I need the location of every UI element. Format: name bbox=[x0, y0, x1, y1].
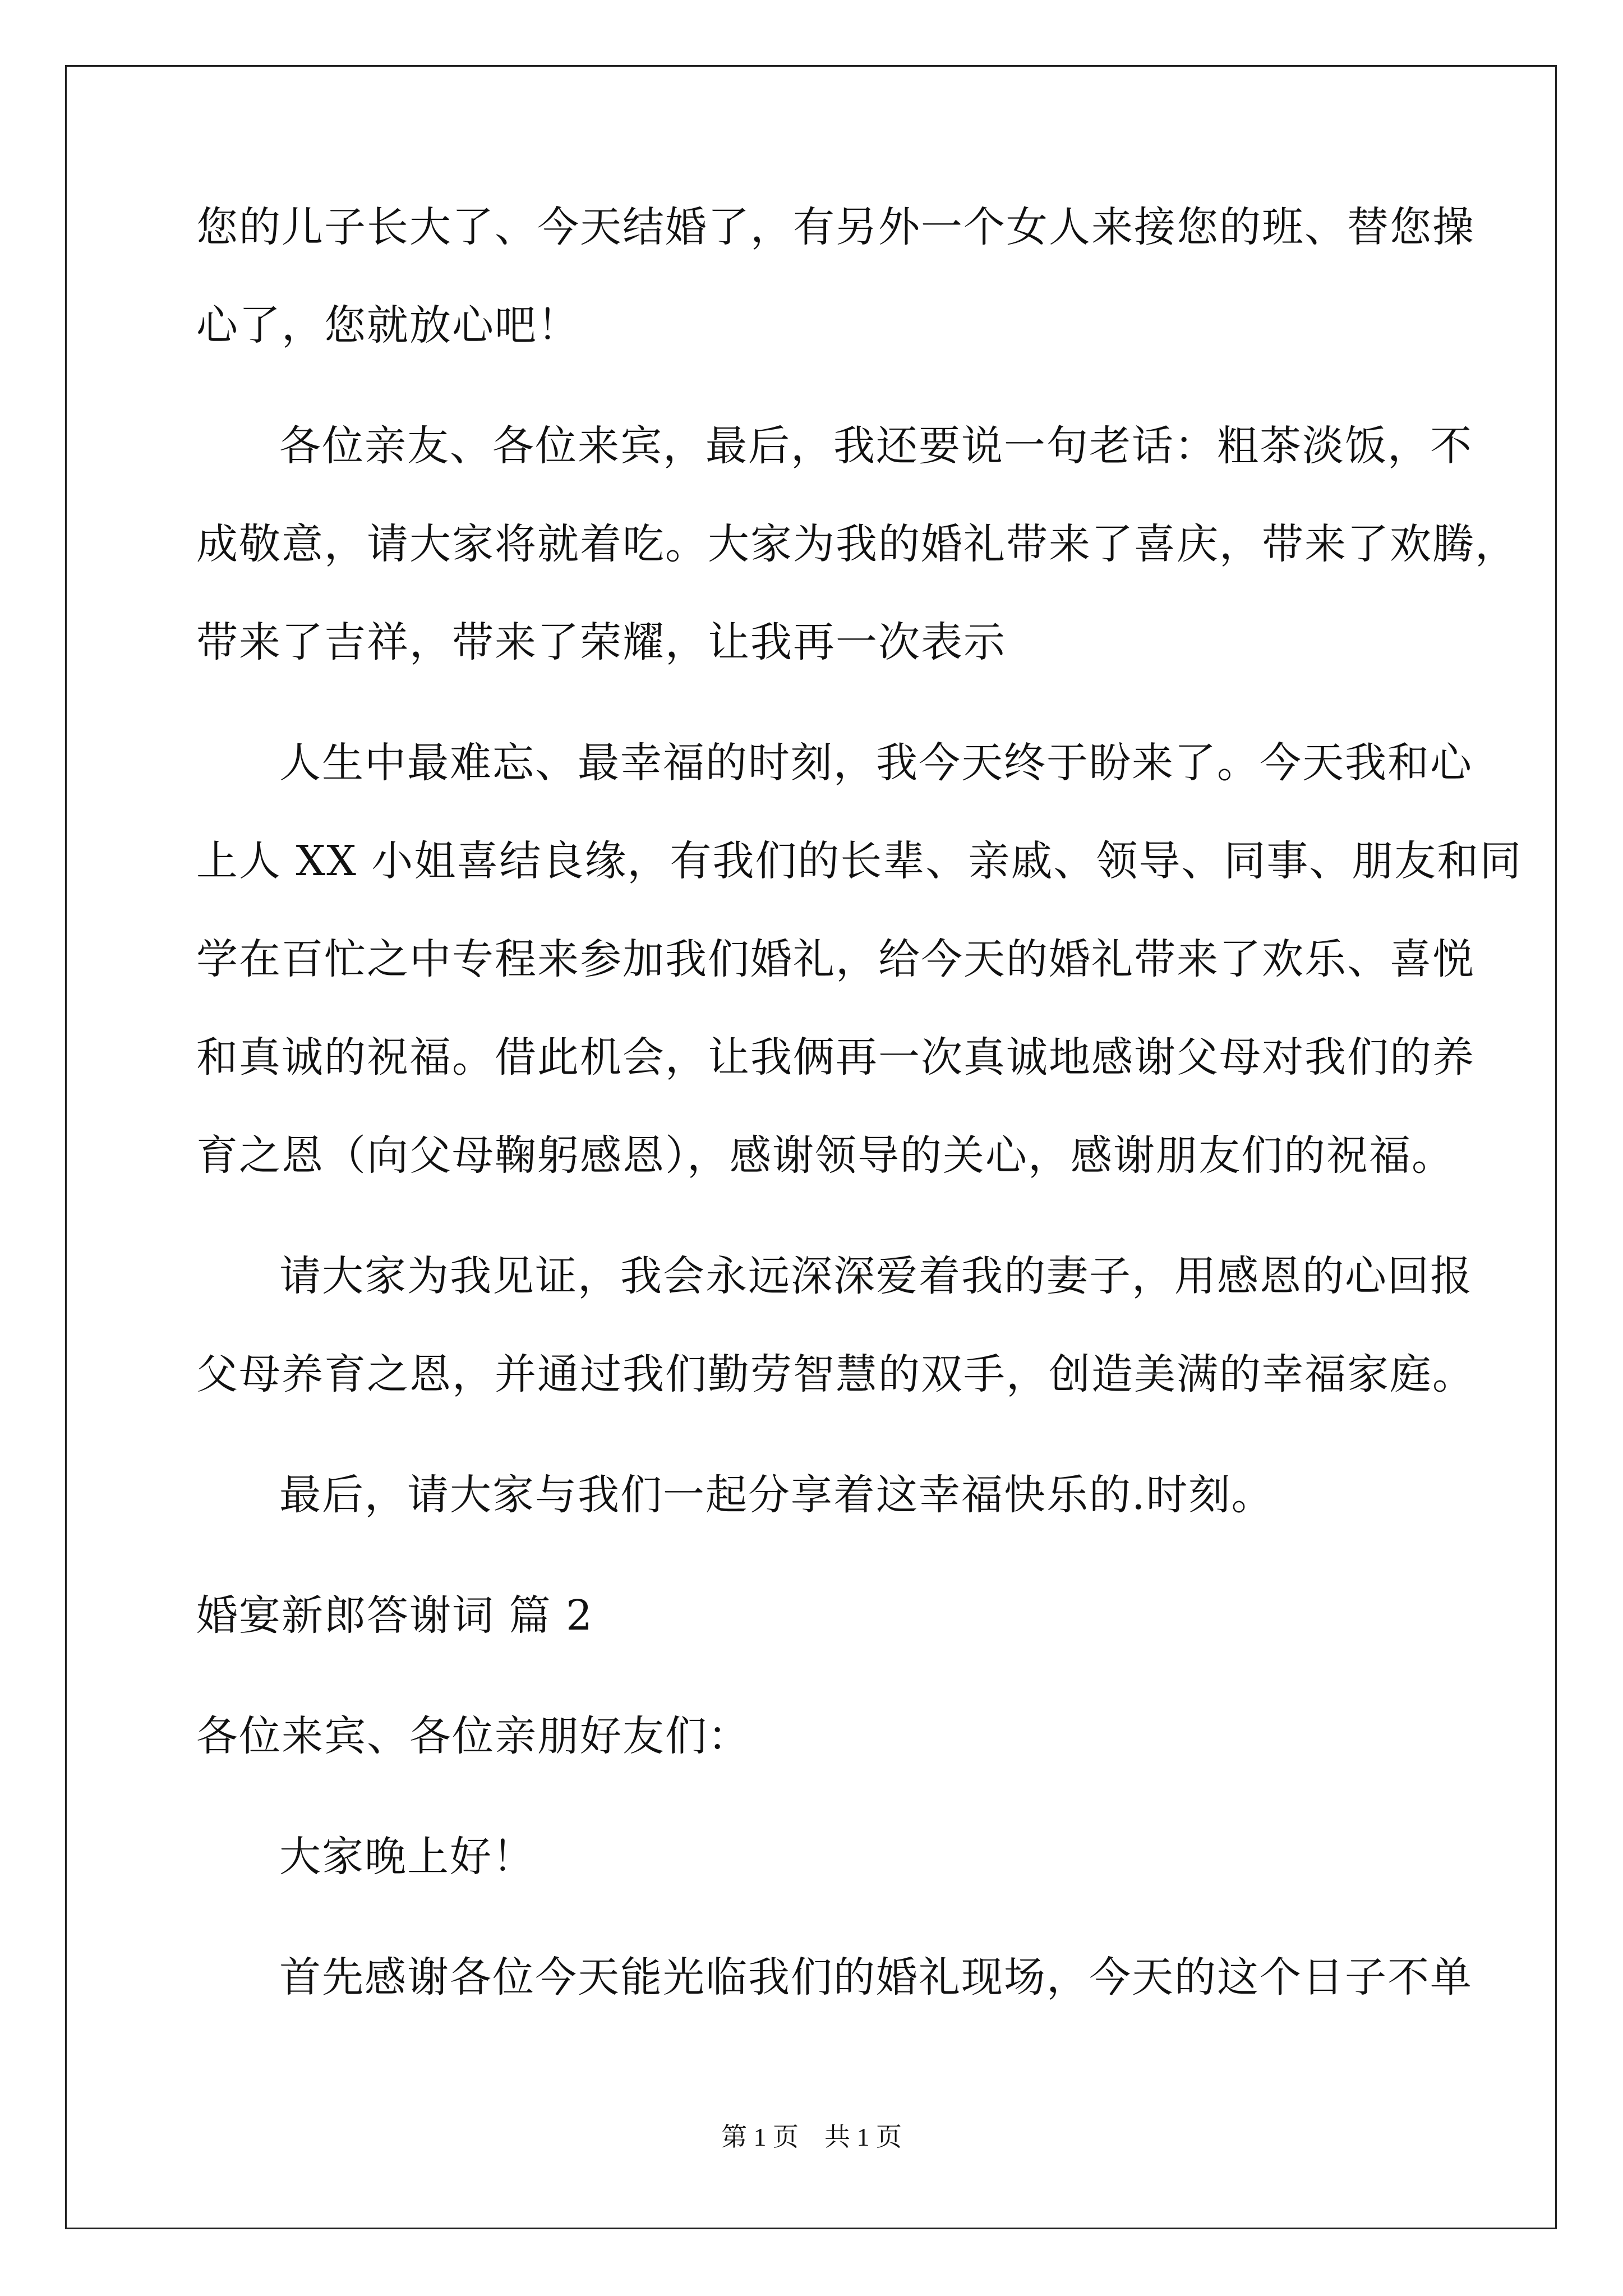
text-line: 父母养育之恩，并通过我们勤劳智慧的双手，创造美满的幸福家庭。 bbox=[196, 1350, 1475, 1398]
text-line: 首先感谢各位今天能光临我们的婚礼现场，今天的这个日子不单 bbox=[279, 1953, 1473, 2001]
text-line: 人生中最难忘、最幸福的时刻，我今天终于盼来了。今天我和心 bbox=[279, 739, 1473, 787]
text-line: 最后，请大家与我们一起分享着这幸福快乐的.时刻。 bbox=[279, 1471, 1274, 1519]
text-line: 您的儿子长大了、今天结婚了，有另外一个女人来接您的班、替您操 bbox=[196, 203, 1475, 251]
section-heading: 婚宴新郎答谢词 篇 2 bbox=[196, 1591, 594, 1640]
text-line: 各位亲友、各位来宾，最后，我还要说一句老话：粗茶淡饭，不 bbox=[279, 422, 1473, 470]
text-line: 育之恩（向父母鞠躬感恩），感谢领导的关心，感谢朋友们的祝福。 bbox=[196, 1131, 1454, 1180]
page-footer: 第 1 页 共 1 页 bbox=[721, 2123, 902, 2151]
text-line: 大家晚上好！ bbox=[279, 1833, 535, 1881]
text-line: 学在百忙之中专程来参加我们婚礼，给今天的婚礼带来了欢乐、喜悦 bbox=[196, 935, 1475, 983]
salutation: 各位来宾、各位亲朋好友们： bbox=[196, 1712, 750, 1760]
text-line: 带来了吉祥，带来了荣耀，让我再一次表示 bbox=[196, 618, 1006, 666]
text-line: 成敬意，请大家将就着吃。大家为我的婚礼带来了喜庆，带来了欢腾， bbox=[196, 520, 1518, 568]
text-line: 和真诚的祝福。借此机会，让我俩再一次真诚地感谢父母对我们的养 bbox=[196, 1033, 1475, 1082]
text-line: 上人 XX 小姐喜结良缘，有我们的长辈、亲戚、领导、同事、朋友和同 bbox=[196, 837, 1523, 885]
text-line: 请大家为我见证，我会永远深深爱着我的妻子，用感恩的心回报 bbox=[279, 1252, 1473, 1300]
text-line: 心了，您就放心吧！ bbox=[196, 301, 580, 349]
